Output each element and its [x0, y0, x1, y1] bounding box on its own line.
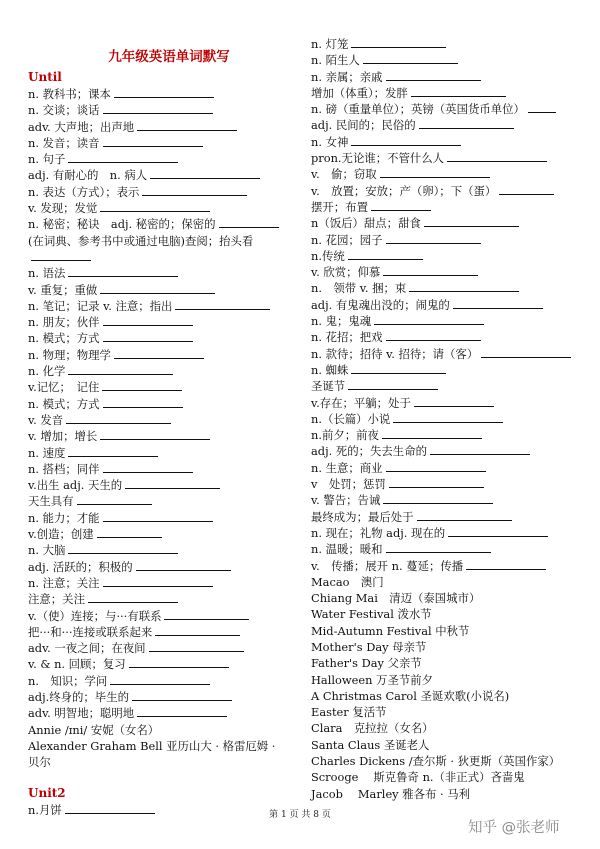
answer-blank[interactable]: [466, 558, 546, 570]
vocab-line: [28, 265, 298, 281]
vocab-line: [28, 428, 298, 444]
vocab-line: [28, 559, 298, 575]
vocab-prompt: Clara 克拉拉（女名）: [311, 721, 434, 736]
vocab-line: [311, 541, 583, 557]
vocab-prompt: n. 发音；读音: [28, 135, 100, 150]
answer-blank[interactable]: [137, 119, 237, 131]
vocab-line: [311, 574, 583, 590]
answer-blank[interactable]: [149, 640, 244, 652]
answer-blank[interactable]: [481, 346, 571, 358]
vocab-prompt: v. & n. 回顾；复习: [28, 657, 126, 672]
answer-blank[interactable]: [136, 559, 231, 571]
vocab-prompt: v. 传播；展开 n. 蔓延；传播: [311, 558, 464, 573]
answer-blank[interactable]: [424, 215, 519, 227]
answer-blank[interactable]: [382, 427, 482, 439]
vocab-prompt: n. 灯笼: [311, 37, 349, 51]
vocab-line: [28, 249, 298, 265]
vocab-line: [28, 347, 298, 363]
vocab-line: [311, 786, 583, 802]
vocab-line: [28, 526, 298, 542]
vocab-prompt: 摆开；布置: [311, 199, 368, 214]
vocab-prompt: v. 发现；发觉: [28, 201, 98, 216]
vocab-line: [311, 558, 583, 574]
vocab-prompt: Alexander Graham Bell 亚历山大 · 格雷厄姆 ·: [28, 738, 276, 753]
vocab-prompt: 圣诞节: [311, 379, 346, 394]
vocab-prompt: Mother's Day 母亲节: [311, 639, 427, 654]
answer-blank[interactable]: [348, 248, 423, 260]
vocab-line: [311, 395, 583, 411]
answer-blank[interactable]: [100, 282, 215, 294]
vocab-prompt: n. 款待；招待 v. 招待；请（客）: [311, 346, 479, 361]
vocab-line: [311, 623, 583, 639]
vocab-prompt: adv. 一夜之间；在夜间: [28, 641, 146, 656]
vocab-line: [28, 673, 298, 689]
answer-blank[interactable]: [103, 135, 203, 147]
answer-blank[interactable]: [68, 151, 178, 163]
vocab-line: [311, 232, 583, 248]
answer-blank[interactable]: [103, 330, 193, 342]
vocab-prompt: v. 放置；安放；产（卵）；下（蛋）: [311, 183, 497, 198]
vocab-line: [311, 313, 583, 329]
vocab-prompt: adj. 有鬼魂出没的；闹鬼的: [311, 297, 450, 312]
answer-blank[interactable]: [97, 526, 162, 538]
vocab-line: [311, 590, 583, 606]
vocab-prompt: v.记忆； 记住: [28, 380, 100, 395]
right-column: [311, 36, 583, 802]
vocab-prompt: n（饭后）甜点；甜食: [311, 216, 421, 231]
answer-blank[interactable]: [448, 525, 548, 537]
vocab-prompt: Halloween 万圣节前夕: [311, 672, 434, 687]
vocab-prompt: n. 表达（方式）；表示: [28, 184, 140, 199]
answer-blank[interactable]: [386, 329, 481, 341]
vocab-prompt: v. 发音: [28, 412, 64, 427]
vocab-line: [311, 411, 583, 427]
vocab-line: [311, 525, 583, 541]
vocab-line: [311, 427, 583, 443]
vocab-prompt: v. 警告；告诫: [311, 493, 381, 508]
vocab-prompt: n. 鬼；鬼魂: [311, 314, 372, 329]
vocab-prompt: n. 温暖；暖和: [311, 542, 383, 557]
vocab-line: [311, 346, 583, 362]
vocab-line: [28, 396, 298, 412]
vocab-line: [28, 656, 298, 672]
vocab-line: [28, 689, 298, 705]
answer-blank[interactable]: [129, 656, 229, 668]
vocab-line: [311, 672, 583, 688]
vocab-prompt: n. 模式；方式: [28, 331, 100, 346]
vocab-prompt: Charles Dickens /查尔斯 · 狄更斯（英国作家）: [311, 754, 561, 769]
vocab-line: [311, 720, 583, 736]
vocab-prompt: v.（使）连接；与···有联系: [28, 608, 162, 623]
vocab-line: [311, 688, 583, 704]
vocab-prompt: n. 知识；学问: [28, 673, 108, 688]
answer-blank[interactable]: [219, 216, 279, 228]
answer-blank[interactable]: [68, 265, 178, 277]
answer-blank[interactable]: [386, 69, 481, 81]
answer-blank[interactable]: [175, 298, 270, 310]
answer-blank[interactable]: [114, 347, 204, 359]
vocab-line: [311, 297, 583, 313]
answer-blank[interactable]: [430, 443, 530, 455]
vocab-line: [311, 215, 583, 231]
vocab-line: [311, 183, 583, 199]
vocab-prompt: v. 增加；增长: [28, 429, 98, 444]
section-gap: [28, 770, 298, 784]
vocab-line: [311, 362, 583, 378]
vocab-prompt: v. 重复；重做: [28, 282, 98, 297]
answer-blank[interactable]: [411, 85, 506, 97]
vocab-prompt: n.传统: [311, 248, 345, 263]
vocab-line: [28, 200, 298, 216]
vocab-prompt: n. 搭档；同伴: [28, 461, 100, 476]
vocab-prompt: adj. 死的；失去生命的: [311, 444, 427, 459]
vocab-prompt: v 处罚；惩罚: [311, 477, 386, 492]
vocab-prompt: n. 生意；商业: [311, 460, 383, 475]
answer-blank[interactable]: [348, 378, 438, 390]
vocab-line: [311, 199, 583, 215]
vocab-line: [28, 754, 298, 770]
vocab-prompt: adv. 大声地；出声地: [28, 119, 135, 134]
answer-blank[interactable]: [103, 575, 213, 587]
vocab-prompt: adj.终身的；毕生的: [28, 689, 129, 704]
vocab-line: [28, 722, 298, 738]
vocab-prompt: n. 现在；礼物 adj. 现在的: [311, 525, 446, 540]
vocab-prompt: v.创造；创建: [28, 527, 94, 542]
vocab-line: [28, 738, 298, 754]
answer-blank[interactable]: [414, 395, 494, 407]
vocab-prompt: Chiang Mai 清迈（泰国城市）: [311, 591, 481, 606]
vocab-prompt: v.存在；平躺；处于: [311, 395, 411, 410]
vocab-line: [28, 608, 298, 624]
answer-blank[interactable]: [103, 510, 213, 522]
answer-blank[interactable]: [125, 477, 220, 489]
answer-blank[interactable]: [351, 362, 446, 374]
vocab-prompt: 贝尔: [28, 755, 51, 770]
vocab-prompt: Santa Claus 圣诞老人: [311, 737, 430, 752]
vocab-prompt: n. 语法: [28, 266, 66, 281]
vocab-line: [311, 69, 583, 85]
vocab-prompt: Easter 复活节: [311, 705, 387, 720]
vocab-prompt: n. 注意；关注: [28, 575, 100, 590]
answer-blank[interactable]: [386, 541, 491, 553]
answer-blank[interactable]: [383, 492, 493, 504]
left-column: [28, 36, 298, 819]
vocab-line: [28, 314, 298, 330]
vocab-line: [28, 510, 298, 526]
answer-blank[interactable]: [110, 673, 210, 685]
vocab-prompt: n. 花招；把戏: [311, 330, 383, 345]
vocab-prompt: n. 花园；园子: [311, 232, 383, 247]
answer-blank[interactable]: [88, 591, 178, 603]
answer-blank[interactable]: [351, 134, 461, 146]
vocab-line: [311, 150, 583, 166]
vocab-prompt: n. 笔记；记录 v. 注意；指出: [28, 298, 173, 313]
vocab-line: [311, 737, 583, 753]
vocab-line: [28, 461, 298, 477]
answer-blank[interactable]: [103, 314, 193, 326]
answer-blank[interactable]: [66, 412, 171, 424]
vocab-line: [311, 134, 583, 150]
vocab-line: [311, 36, 583, 52]
vocab-line: [311, 704, 583, 720]
answer-blank[interactable]: [363, 52, 458, 64]
vocab-line: [28, 330, 298, 346]
answer-blank[interactable]: [142, 184, 247, 196]
vocab-line: [28, 379, 298, 395]
vocab-prompt: n. 句子: [28, 152, 66, 167]
vocab-line: [311, 85, 583, 101]
answer-blank[interactable]: [100, 428, 210, 440]
vocab-line: [28, 542, 298, 558]
vocab-line: [311, 460, 583, 476]
vocab-line: [28, 477, 298, 493]
vocab-line: [311, 117, 583, 133]
answer-blank[interactable]: [447, 150, 547, 162]
vocab-prompt: n. 秘密；秘诀 adj. 秘密的；保密的: [28, 217, 216, 232]
vocab-prompt: n. 女神: [311, 134, 349, 149]
vocab-prompt: adv. 明智地；聪明地: [28, 706, 135, 721]
vocab-line: [28, 412, 298, 428]
vocab-line: [311, 639, 583, 655]
vocab-prompt: pron.无论谁；不管什么人: [311, 151, 445, 166]
vocab-line: [311, 753, 583, 769]
vocab-line: [311, 655, 583, 671]
vocab-prompt: Scrooge 斯克鲁奇 n.（非正式）吝啬鬼: [311, 770, 525, 785]
vocab-prompt: adj. 有耐心的 n. 病人: [28, 168, 148, 183]
vocab-line: [311, 280, 583, 296]
answer-blank[interactable]: [380, 166, 490, 178]
vocab-prompt: n. 化学: [28, 364, 66, 379]
vocab-line: [28, 184, 298, 200]
answer-blank[interactable]: [417, 509, 512, 521]
vocab-prompt: Water Festival 泼水节: [311, 607, 432, 622]
vocab-prompt: 天生具有: [28, 494, 74, 509]
answer-blank[interactable]: [351, 36, 446, 48]
vocab-line: [28, 591, 298, 607]
vocab-line: [311, 769, 583, 785]
page-footer: 第 1 页 共 8 页: [269, 810, 331, 820]
vocab-line: [311, 52, 583, 68]
vocab-prompt: n. 蜘蛛: [311, 362, 349, 377]
vocab-prompt: 最终成为；最后处于: [311, 509, 414, 524]
answer-blank[interactable]: [164, 608, 249, 620]
answer-blank[interactable]: [68, 363, 173, 375]
answer-blank[interactable]: [409, 280, 519, 292]
unit-heading: Unit2: [28, 786, 66, 801]
vocab-prompt: (在词典、参考书中或通过电脑)查阅；抬头看: [28, 233, 254, 248]
vocab-prompt: Macao 澳门: [311, 574, 384, 589]
vocab-line: [311, 606, 583, 622]
vocab-line: [311, 476, 583, 492]
vocab-line: [28, 298, 298, 314]
answer-blank[interactable]: [386, 460, 486, 472]
answer-blank[interactable]: [137, 705, 227, 717]
vocab-prompt: 注意；关注: [28, 592, 85, 607]
vocab-line: [28, 282, 298, 298]
vocab-line: [28, 119, 298, 135]
vocab-line: [28, 575, 298, 591]
answer-blank[interactable]: [371, 199, 431, 211]
answer-blank[interactable]: [114, 86, 214, 98]
watermark: 知乎 @张老师: [468, 820, 560, 836]
answer-blank[interactable]: [68, 542, 178, 554]
vocab-prompt: Annie /ɪni/ 安妮（女名）: [28, 722, 160, 737]
vocab-prompt: n.月饼: [28, 803, 62, 818]
vocab-line: [311, 509, 583, 525]
vocab-prompt: n. 物理；物理学: [28, 347, 111, 362]
vocab-prompt: v. 偷；窃取: [311, 167, 377, 182]
vocab-line: [311, 166, 583, 182]
vocab-line: [28, 640, 298, 656]
answer-blank[interactable]: [389, 476, 484, 488]
vocab-prompt: 增加（体重）；发胖: [311, 85, 408, 100]
vocab-prompt: n. 亲属；亲戚: [311, 69, 383, 84]
vocab-prompt: n. 交谈；谈话: [28, 103, 100, 118]
vocab-prompt: n. 模式；方式: [28, 396, 100, 411]
answer-blank[interactable]: [103, 396, 183, 408]
unit-heading: Until: [28, 70, 62, 84]
vocab-line: [311, 264, 583, 280]
vocab-line: [311, 443, 583, 459]
vocab-prompt: v.出生 adj. 天生的: [28, 478, 123, 493]
vocab-line: [311, 378, 583, 394]
vocab-line: [311, 329, 583, 345]
answer-blank[interactable]: [102, 379, 182, 391]
vocab-prompt: n. 大脑: [28, 543, 66, 558]
vocab-line: [28, 363, 298, 379]
vocab-line: [28, 135, 298, 151]
answer-blank[interactable]: [386, 232, 481, 244]
vocab-line: [28, 151, 298, 167]
vocab-line: [311, 492, 583, 508]
vocab-prompt: n. 教科书；课本: [28, 87, 111, 101]
vocab-prompt: Mid-Autumn Festival 中秋节: [311, 623, 470, 638]
vocab-prompt: Father's Day 父亲节: [311, 656, 422, 671]
vocab-line: [28, 624, 298, 640]
vocab-line: [28, 233, 298, 249]
vocab-line: [28, 445, 298, 461]
vocab-prompt: A Christmas Carol 圣诞欢歌(小说名): [311, 688, 510, 703]
vocab-line: [311, 101, 583, 117]
answer-blank[interactable]: [100, 200, 210, 212]
answer-blank[interactable]: [419, 117, 514, 129]
vocab-prompt: adj. 活跃的；积极的: [28, 559, 133, 574]
vocab-line: [28, 705, 298, 721]
vocab-prompt: v. 欣赏；仰慕: [311, 265, 381, 280]
vocab-prompt: n. 朋友；伙伴: [28, 315, 100, 330]
answer-blank[interactable]: [374, 313, 484, 325]
vocab-prompt: n. 速度: [28, 445, 66, 460]
answer-blank[interactable]: [103, 461, 193, 473]
answer-blank[interactable]: [132, 689, 232, 701]
answer-blank[interactable]: [103, 102, 213, 114]
vocab-line: [28, 102, 298, 118]
vocab-prompt: 把···和···连接或联系起来: [28, 624, 153, 639]
vocab-prompt: n. 领带 v. 捆；束: [311, 281, 407, 296]
vocab-prompt: n. 能力；才能: [28, 510, 100, 525]
vocab-line: [311, 248, 583, 264]
vocab-prompt: Jacob Marley 雅各布 · 马利: [311, 786, 471, 801]
answer-blank[interactable]: [155, 624, 240, 636]
page-title: 九年级英语单词默写: [108, 49, 230, 65]
vocab-prompt: n.前夕；前夜: [311, 428, 379, 443]
answer-blank[interactable]: [528, 101, 556, 113]
vocab-line: [28, 216, 298, 232]
answer-blank[interactable]: [68, 445, 158, 457]
answer-blank[interactable]: [453, 297, 543, 309]
vocab-prompt: adj. 民间的；民俗的: [311, 118, 416, 133]
answer-blank[interactable]: [383, 264, 478, 276]
vocab-line: [28, 493, 298, 509]
answer-blank[interactable]: [499, 183, 554, 195]
vocab-prompt: n. 磅（重量单位）；英镑（英国货币单位）: [311, 102, 525, 117]
answer-blank[interactable]: [393, 411, 503, 423]
answer-blank[interactable]: [77, 493, 152, 505]
vocab-prompt: n.（长篇）小说: [311, 411, 391, 426]
vocab-line: [28, 167, 298, 183]
vocab-line: [28, 86, 298, 102]
answer-blank[interactable]: [150, 167, 260, 179]
vocab-prompt: n. 陌生人: [311, 53, 360, 68]
answer-blank[interactable]: [31, 249, 91, 261]
